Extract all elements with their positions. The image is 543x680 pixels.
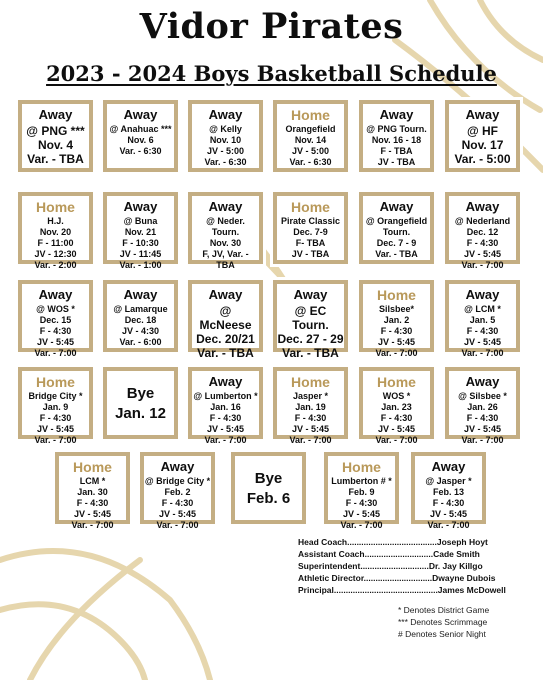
game-card bbox=[270, 189, 351, 267]
away-label: Away bbox=[379, 107, 414, 122]
home-label: Home bbox=[36, 199, 75, 215]
game-card bbox=[15, 97, 96, 175]
game-details: Silsbee* Jan. 2 F - 4:30 JV - 5:45 Var. - 7:00 bbox=[375, 304, 418, 358]
game-card bbox=[15, 364, 96, 445]
game-details: @ Jasper * Feb. 13 F - 4:30 JV - 5:45 Var. - 7:00 bbox=[425, 476, 472, 530]
game-details: Orangefield Nov. 14 JV - 5:00 Var. - 6:30 bbox=[285, 124, 336, 167]
game-card bbox=[442, 277, 523, 358]
home-label: Home bbox=[291, 107, 330, 123]
staff-athletic-director: Athletic Director.............................Dwayne Dubois bbox=[298, 573, 496, 583]
game-card bbox=[185, 277, 266, 360]
game-details: H.J. Nov. 20 F - 11:00 JV - 12:30 Var. - 2:00 bbox=[34, 216, 77, 270]
game-card bbox=[228, 449, 309, 527]
game-card bbox=[15, 277, 96, 358]
game-card bbox=[270, 97, 351, 175]
away-label: Away bbox=[123, 107, 158, 122]
game-card bbox=[100, 97, 181, 175]
game-details: @ Silsbee * Jan. 26 F - 4:30 JV - 5:45 Var. - 7:00 bbox=[458, 391, 507, 445]
away-label: Away bbox=[293, 287, 328, 302]
game-card bbox=[408, 449, 489, 530]
game-card bbox=[356, 97, 437, 175]
away-label: Away bbox=[379, 199, 414, 214]
away-label: Away bbox=[431, 459, 466, 474]
game-details: @ Nederland Dec. 12 F - 4:30 JV - 5:45 Var. - 7:00 bbox=[454, 216, 511, 270]
away-label: Away bbox=[208, 287, 243, 302]
game-details: @ Bridge City * Feb. 2 F - 4:30 JV - 5:45 Var. - 7:00 bbox=[144, 476, 211, 530]
game-details: @ Lumberton * Jan. 16 F - 4:30 JV - 5:45 Var. - 7:00 bbox=[193, 391, 258, 445]
game-details: @ HF Nov. 17 Var. - 5:00 bbox=[454, 124, 511, 166]
game-card bbox=[270, 277, 351, 360]
home-label: Home bbox=[36, 374, 75, 390]
staff-list bbox=[298, 536, 538, 596]
game-details: @ Neder. Tourn. Nov. 30 F, JV, Var. - TBA bbox=[202, 216, 249, 270]
game-card bbox=[321, 449, 402, 530]
home-label: Home bbox=[291, 374, 330, 390]
game-details: @ PNG *** Nov. 4 Var. - TBA bbox=[26, 124, 85, 166]
away-label: Away bbox=[208, 374, 243, 389]
game-details: @ Buna Nov. 21 F - 10:30 JV - 11:45 Var. - 1:00 bbox=[119, 216, 162, 270]
home-label: Home bbox=[342, 459, 381, 475]
bye-label: Bye Jan. 12 bbox=[115, 385, 166, 422]
page-subtitle: 2023 - 2024 Boys Basketball Schedule bbox=[46, 61, 497, 86]
game-details: @ Orangefield Tourn. Dec. 7 - 9 Var. - TBA bbox=[365, 216, 428, 259]
page-title: Vidor Pirates bbox=[139, 6, 404, 47]
home-label: Home bbox=[73, 459, 112, 475]
game-details: Jasper * Jan. 19 F - 4:30 JV - 5:45 Var. - 7:00 bbox=[289, 391, 332, 445]
game-card bbox=[100, 364, 181, 442]
game-card bbox=[356, 364, 437, 445]
game-card bbox=[356, 277, 437, 358]
game-card bbox=[52, 449, 133, 530]
legend-scrimmage: *** Denotes Scrimmage bbox=[398, 617, 488, 627]
away-label: Away bbox=[38, 107, 73, 122]
game-card bbox=[356, 189, 437, 267]
game-details: @ Lamarque Dec. 18 JV - 4:30 Var. - 6:00 bbox=[113, 304, 168, 347]
game-card bbox=[185, 97, 266, 175]
game-details: @ Kelly Nov. 10 JV - 5:00 Var. - 6:30 bbox=[204, 124, 247, 167]
game-card bbox=[185, 189, 266, 270]
staff-principal: Principal............................................James McDowell bbox=[298, 585, 506, 595]
game-card bbox=[442, 364, 523, 445]
game-card bbox=[442, 97, 523, 175]
game-details: WOS * Jan. 23 F - 4:30 JV - 5:45 Var. - 7:00 bbox=[375, 391, 418, 445]
legend bbox=[398, 604, 489, 640]
staff-superintendent: Superintendent.............................Dr. Jay Killgo bbox=[298, 561, 483, 571]
away-label: Away bbox=[123, 199, 158, 214]
game-details: @ PNG Tourn. Nov. 16 - 18 F - TBA JV - TBA bbox=[366, 124, 427, 167]
game-card bbox=[442, 189, 523, 270]
legend-senior-night: # Denotes Senior Night bbox=[398, 629, 486, 639]
game-card bbox=[100, 189, 181, 270]
game-card bbox=[15, 189, 96, 270]
staff-head-coach: Head Coach......................................Joseph Hoyt bbox=[298, 537, 488, 547]
game-details: @ Anahuac *** Nov. 6 Var. - 6:30 bbox=[109, 124, 172, 156]
game-details: Bridge City * Jan. 9 F - 4:30 JV - 5:45 Var. - 7:00 bbox=[28, 391, 83, 445]
away-label: Away bbox=[38, 287, 73, 302]
bye-label: Bye Feb. 6 bbox=[246, 470, 291, 507]
game-card bbox=[185, 364, 266, 445]
game-card bbox=[100, 277, 181, 355]
away-label: Away bbox=[465, 374, 500, 389]
away-label: Away bbox=[123, 287, 158, 302]
game-details: @ EC Tourn. Dec. 27 - 29 Var. - TBA bbox=[277, 304, 344, 360]
home-label: Home bbox=[377, 287, 416, 303]
away-label: Away bbox=[465, 199, 500, 214]
away-label: Away bbox=[465, 107, 500, 122]
staff-assistant-coach: Assistant Coach.............................Cade Smith bbox=[298, 549, 480, 559]
away-label: Away bbox=[208, 107, 243, 122]
away-label: Away bbox=[208, 199, 243, 214]
game-details: Pirate Classic Dec. 7-9 F- TBA JV - TBA bbox=[280, 216, 341, 259]
game-details: @ LCM * Jan. 5 F - 4:30 JV - 5:45 Var. - 7:00 bbox=[461, 304, 504, 358]
away-label: Away bbox=[160, 459, 195, 474]
game-details: Lumberton # * Feb. 9 F - 4:30 JV - 5:45 Var. - 7:00 bbox=[331, 476, 392, 530]
home-label: Home bbox=[291, 199, 330, 215]
home-label: Home bbox=[377, 374, 416, 390]
game-details: @ WOS * Dec. 15 F - 4:30 JV - 5:45 Var. - 7:00 bbox=[34, 304, 77, 358]
game-details: @ McNeese Dec. 20/21 Var. - TBA bbox=[196, 304, 255, 360]
game-card bbox=[137, 449, 218, 530]
game-details: LCM * Jan. 30 F - 4:30 JV - 5:45 Var. - 7:00 bbox=[71, 476, 114, 530]
game-card bbox=[270, 364, 351, 445]
away-label: Away bbox=[465, 287, 500, 302]
legend-district: * Denotes District Game bbox=[398, 605, 490, 615]
